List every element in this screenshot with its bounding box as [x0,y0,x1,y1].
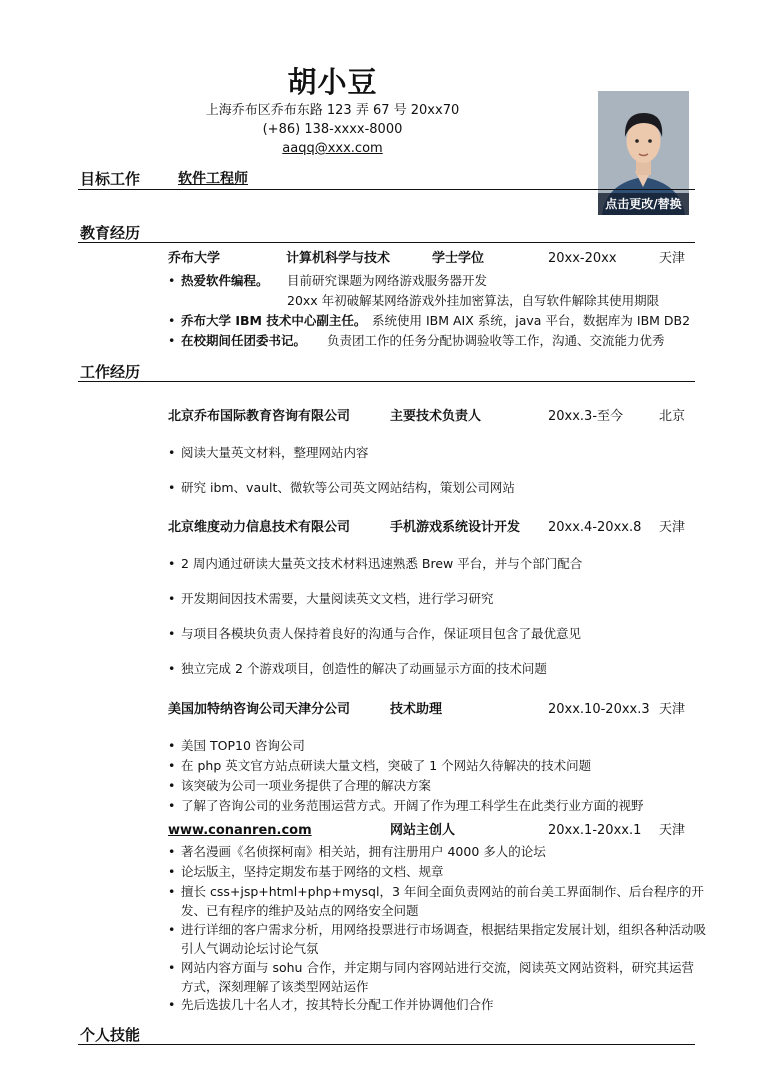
edu-item-label: 乔布大学 IBM 技术中心副主任。 [181,313,367,328]
job-city: 天津 [659,702,686,717]
list-item: • 该突破为公司一项业务提供了合理的解决方案 [168,778,432,793]
job-company: 北京维度动力信息技术有限公司 [168,520,351,535]
website-link[interactable]: www.conanren.com [168,823,312,838]
list-item: • 2 周内通过研读大量英文技术材料迅速熟悉 Brew 平台，并与个部门配合 [168,556,583,571]
target-job: 软件工程师 [178,171,248,187]
list-item: • 阅读大量英文材料，整理网站内容 [168,445,369,460]
list-item: • 开发期间因技术需要，大量阅读英文文档，进行学习研究 [168,591,494,606]
edu-item-label: 热爱软件编程。 [181,273,269,288]
candidate-name: 胡小豆 [287,65,378,99]
divider [78,381,695,382]
edu-item-text: 负责团工作的任务分配协调验收等工作，沟通、交流能力优秀 [327,333,665,348]
edu-period: 20xx-20xx [548,251,617,266]
work-section-title: 工作经历 [80,363,141,381]
job-city: 天津 [659,520,686,535]
edu-degree: 学士学位 [432,251,485,266]
list-item: • 美国 TOP10 咨询公司 [168,738,305,753]
edu-item-text: 目前研究课题为网络游戏服务器开发 [287,273,488,288]
email-link[interactable]: aaqq@xxx.com [282,141,383,156]
edu-item-text: 系统使用 IBM AIX 系统，java 平台，数据库为 IBM DB2 [372,313,691,328]
list-item: • 进行详细的客户需求分析，用网络投票进行市场调查，根据结果指定发展计划，组织各种活动吸引人气调动论坛讨论气氛 [168,922,707,956]
divider [78,242,695,243]
edu-city: 天津 [659,251,686,266]
target-section-title: 目标工作 [80,170,141,188]
list-item-continuation: 20xx 年初破解某网络游戏外挂加密算法，自写软件解除其使用期限 [287,293,660,308]
change-photo-button[interactable]: 点击更改/替换 [598,193,689,215]
list-item: • 擅长 css+jsp+html+php+mysql，3 年间全面负责网站的前台美工界面制作、后台程序的开发、已有程序的维护及站点的网络安全问题 [168,884,704,918]
list-item: • 著名漫画《名侦探柯南》相关站，拥有注册用户 4000 多人的论坛 [168,844,546,859]
job-period: 20xx.4-20xx.8 [548,520,642,535]
edu-major: 计算机科学与技术 [286,251,391,266]
profile-photo[interactable] [598,91,689,215]
job-company: 美国加特纳咨询公司天津分公司 [168,702,351,717]
edu-item-label: 在校期间任团委书记。 [181,333,307,348]
job-period: 20xx.1-20xx.1 [548,823,642,838]
list-item: • 论坛版主，坚持定期发布基于网络的文档、规章 [168,864,444,879]
list-item: • 先后选拔几十名人才，按其特长分配工作并协调他们合作 [168,997,494,1012]
list-item: • 研究 ibm、vault、微软等公司英文网站结构，策划公司网站 [168,480,515,495]
job-city: 北京 [659,409,686,424]
list-item: • 独立完成 2 个游戏项目，创造性的解决了动画显示方面的技术问题 [168,661,547,676]
list-item: • 了解了咨询公司的业务范围运营方式。开阔了作为理工科学生在此类行业方面的视野 [168,798,644,813]
list-item: • 热爱软件编程。 目前研究课题为网络游戏服务器开发 [168,273,488,288]
divider [78,1044,695,1045]
job-role: 技术助理 [390,702,443,717]
job-city: 天津 [659,823,686,838]
job-role: 手机游戏系统设计开发 [390,520,521,535]
divider [78,189,695,190]
job-period: 20xx.3-至今 [548,409,624,424]
list-item: • 在校期间任团委书记。 负责团工作的任务分配协调验收等工作，沟通、交流能力优秀 [168,333,665,348]
job-company: 北京乔布国际教育咨询有限公司 [168,409,351,424]
edu-school: 乔布大学 [168,251,221,266]
list-item: • 在 php 英文官方站点研读大量文档，突破了 1 个网站久待解决的技术问题 [168,758,592,773]
job-role: 网站主创人 [390,823,456,838]
education-section-title: 教育经历 [80,224,141,242]
list-item: • 与项目各模块负责人保持着良好的沟通与合作，保证项目包含了最优意见 [168,626,582,641]
address: 上海乔布区乔布东路 123 弄 67 号 20xx70 [205,103,460,118]
email-container [0,139,665,158]
job-role: 主要技术负责人 [390,409,482,424]
list-item: • 网站内容方面与 sohu 合作，并定期与同内容网站进行交流，阅读英文网站资料，研究其运营方式，深刻理解了该类型网站运作 [168,960,694,994]
job-period: 20xx.10-20xx.3 [548,702,650,717]
skills-section-title: 个人技能 [80,1026,141,1044]
list-item: • 乔布大学 IBM 技术中心副主任。 系统使用 IBM AIX 系统，java 平台，数据库为 IBM DB2 [168,313,691,328]
phone: (+86) 138-xxxx-8000 [262,122,403,137]
